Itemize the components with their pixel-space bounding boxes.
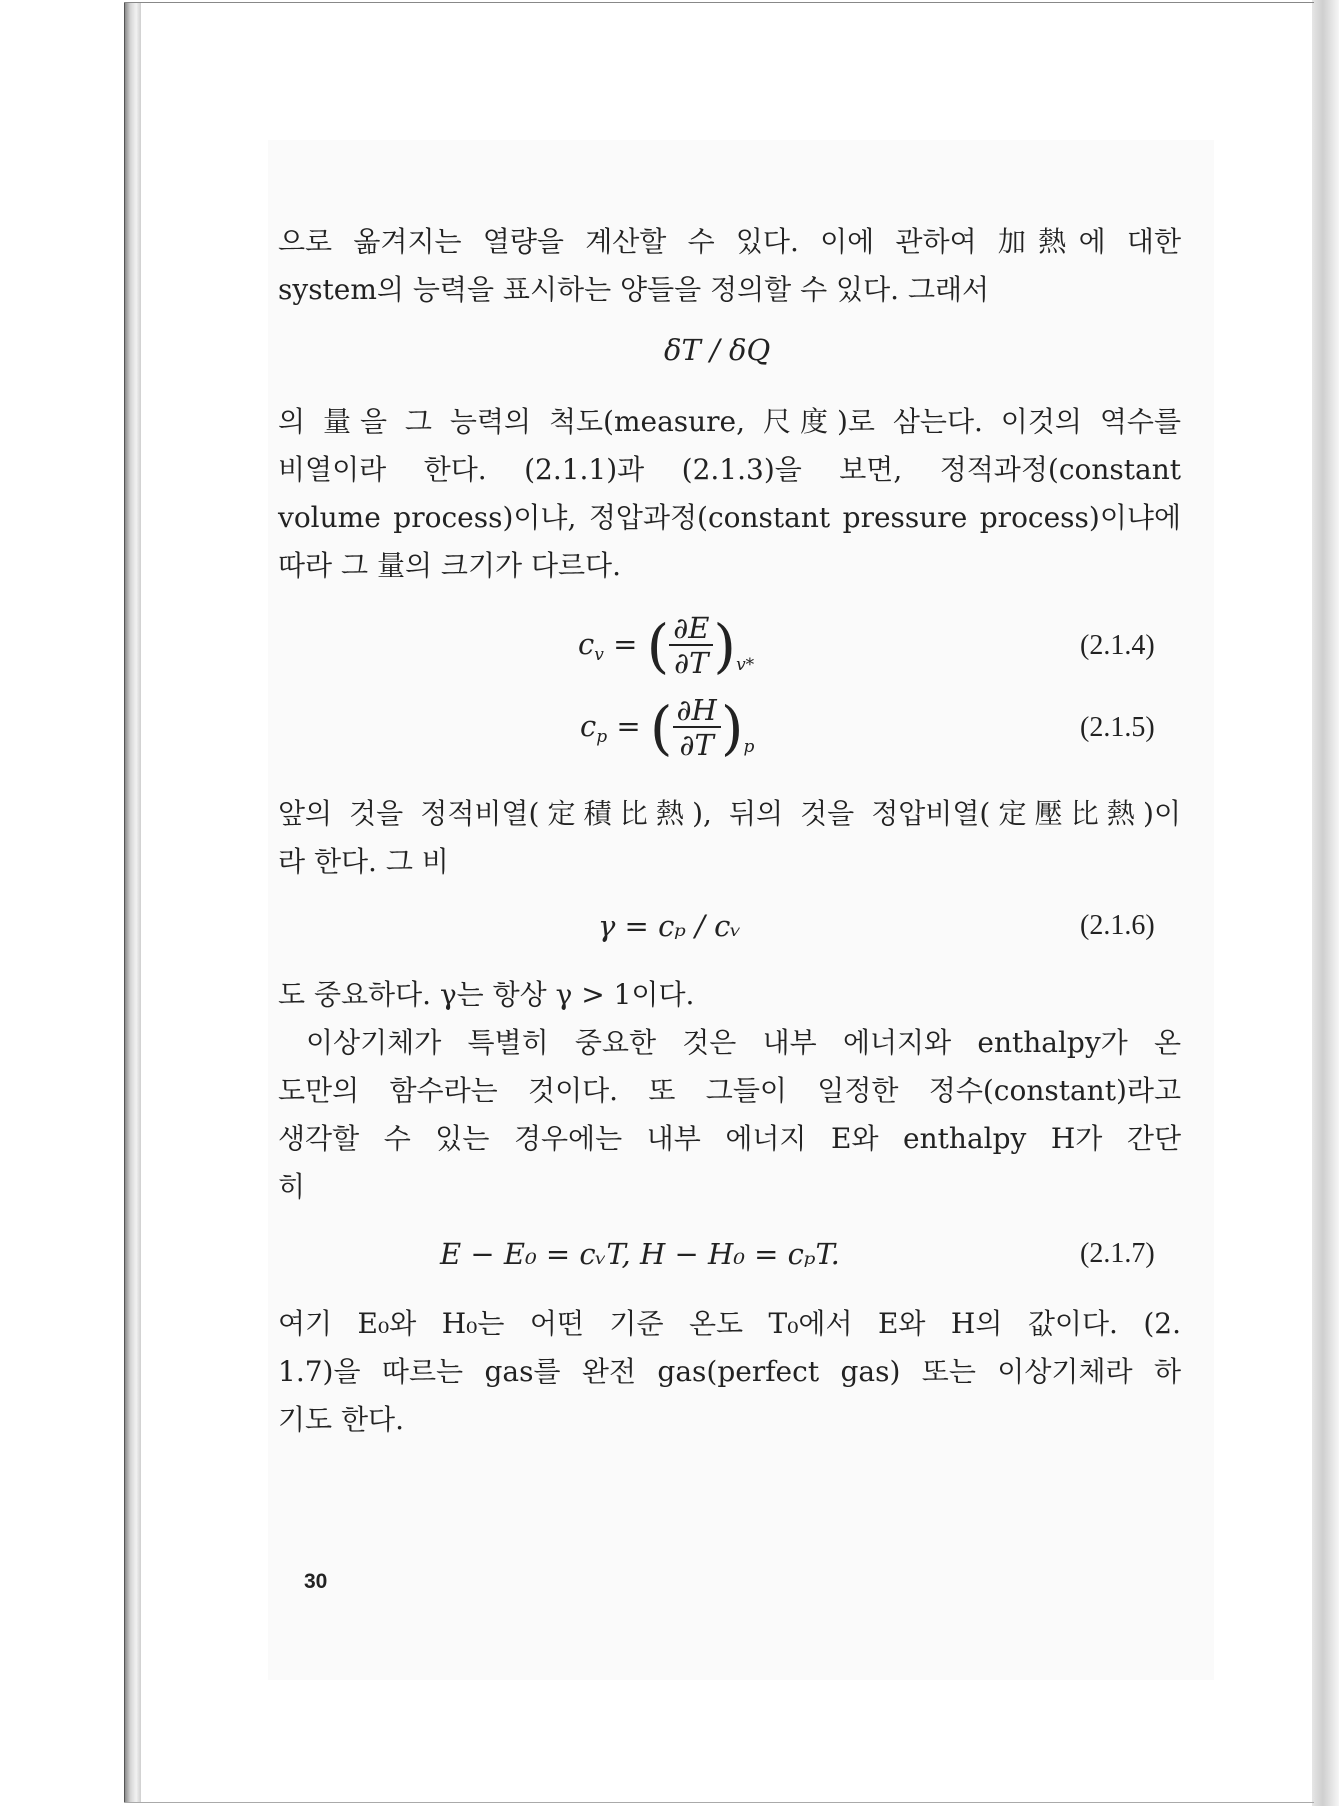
text-line: 도만의 함수라는 것이다. 또 그들이 일정한 정수(constant)라고 [278, 1074, 1181, 1107]
paragraph-2 [278, 398, 1181, 590]
equation-ideal-gas: E − E₀ = cᵥT, H − H₀ = cₚT. [440, 1237, 840, 1271]
eq-lhs-sub: p [596, 727, 608, 747]
text-line: 라 한다. 그 비 [278, 845, 449, 878]
text-line: 이상기체가 특별히 중요한 것은 내부 에너지와 enthalpy가 온 [306, 1026, 1181, 1059]
paragraph-3 [278, 790, 1181, 886]
page-number: 30 [304, 1570, 328, 1593]
paragraph-5 [278, 1019, 1181, 1211]
eq-subscript: v* [736, 655, 755, 675]
text-line: 의 量을 그 능력의 척도(measure, 尺度)로 삼는다. 이것의 역수를 [278, 405, 1181, 438]
paragraph-6 [278, 1300, 1181, 1444]
book-binding [124, 2, 141, 1803]
equation-gamma: γ = cₚ / cᵥ [598, 909, 742, 943]
text-line: 1.7)을 따르는 gas를 완전 gas(perfect gas) 또는 이상기체라 하 [278, 1355, 1181, 1388]
equation-number: (2.1.6) [1080, 910, 1155, 941]
eq-subscript: p [743, 737, 755, 757]
left-paren: ( [646, 612, 670, 680]
text-line: 도 중요하다. γ는 항상 γ > 1이다. [278, 978, 695, 1011]
denominator: ∂T [679, 728, 714, 762]
text-line: 앞의 것을 정적비열(定積比熱), 뒤의 것을 정압비열(定壓比熱)이 [278, 797, 1181, 830]
right-paren: ) [720, 694, 744, 762]
text-line: 기도 한다. [278, 1403, 404, 1436]
text-line: 따라 그 量의 크기가 다르다. [278, 549, 621, 582]
eq-lhs-sub: v [594, 645, 604, 665]
equation-number: (2.1.5) [1080, 712, 1155, 743]
text-line: 히 [278, 1170, 306, 1203]
text-line: 생각할 수 있는 경우에는 내부 에너지 E와 enthalpy H가 간단 [278, 1122, 1181, 1155]
text-line: 여기 E₀와 H₀는 어떤 기준 온도 T₀에서 E와 H의 값이다. (2. [278, 1307, 1181, 1340]
text-line: 으로 옮겨지는 열량을 계산할 수 있다. 이에 관하여 加熱에 대한 [278, 225, 1181, 258]
text-line: system의 능력을 표시하는 양들을 정의할 수 있다. 그래서 [278, 273, 990, 306]
equation-cv [578, 612, 754, 680]
text-line: 비열이라 한다. (2.1.1)과 (2.1.3)을 보면, 정적과정(constant [278, 453, 1181, 486]
fraction [669, 612, 713, 680]
equals-sign: = [616, 709, 641, 743]
equation-number: (2.1.7) [1080, 1238, 1155, 1269]
numerator: ∂E [669, 612, 713, 646]
page-bottom-edge [124, 1802, 1314, 1803]
page-top-edge [124, 2, 1314, 3]
equation-cp [580, 694, 754, 762]
fraction [673, 694, 721, 762]
paragraph-1 [278, 218, 1181, 314]
left-paren: ( [649, 694, 673, 762]
numerator: ∂H [673, 694, 721, 728]
eq-lhs: c [580, 709, 597, 743]
equation-ratio: δT / δQ [664, 333, 771, 367]
page-edge-shadow [1312, 0, 1339, 1806]
equals-sign: = [613, 627, 638, 661]
right-paren: ) [713, 612, 737, 680]
eq-lhs: c [578, 627, 595, 661]
paragraph-4 [278, 971, 1181, 1019]
equation-number: (2.1.4) [1080, 630, 1155, 661]
text-line: volume process)이냐, 정압과정(constant pressure process)이냐에 [278, 501, 1181, 534]
denominator: ∂T [674, 646, 709, 680]
